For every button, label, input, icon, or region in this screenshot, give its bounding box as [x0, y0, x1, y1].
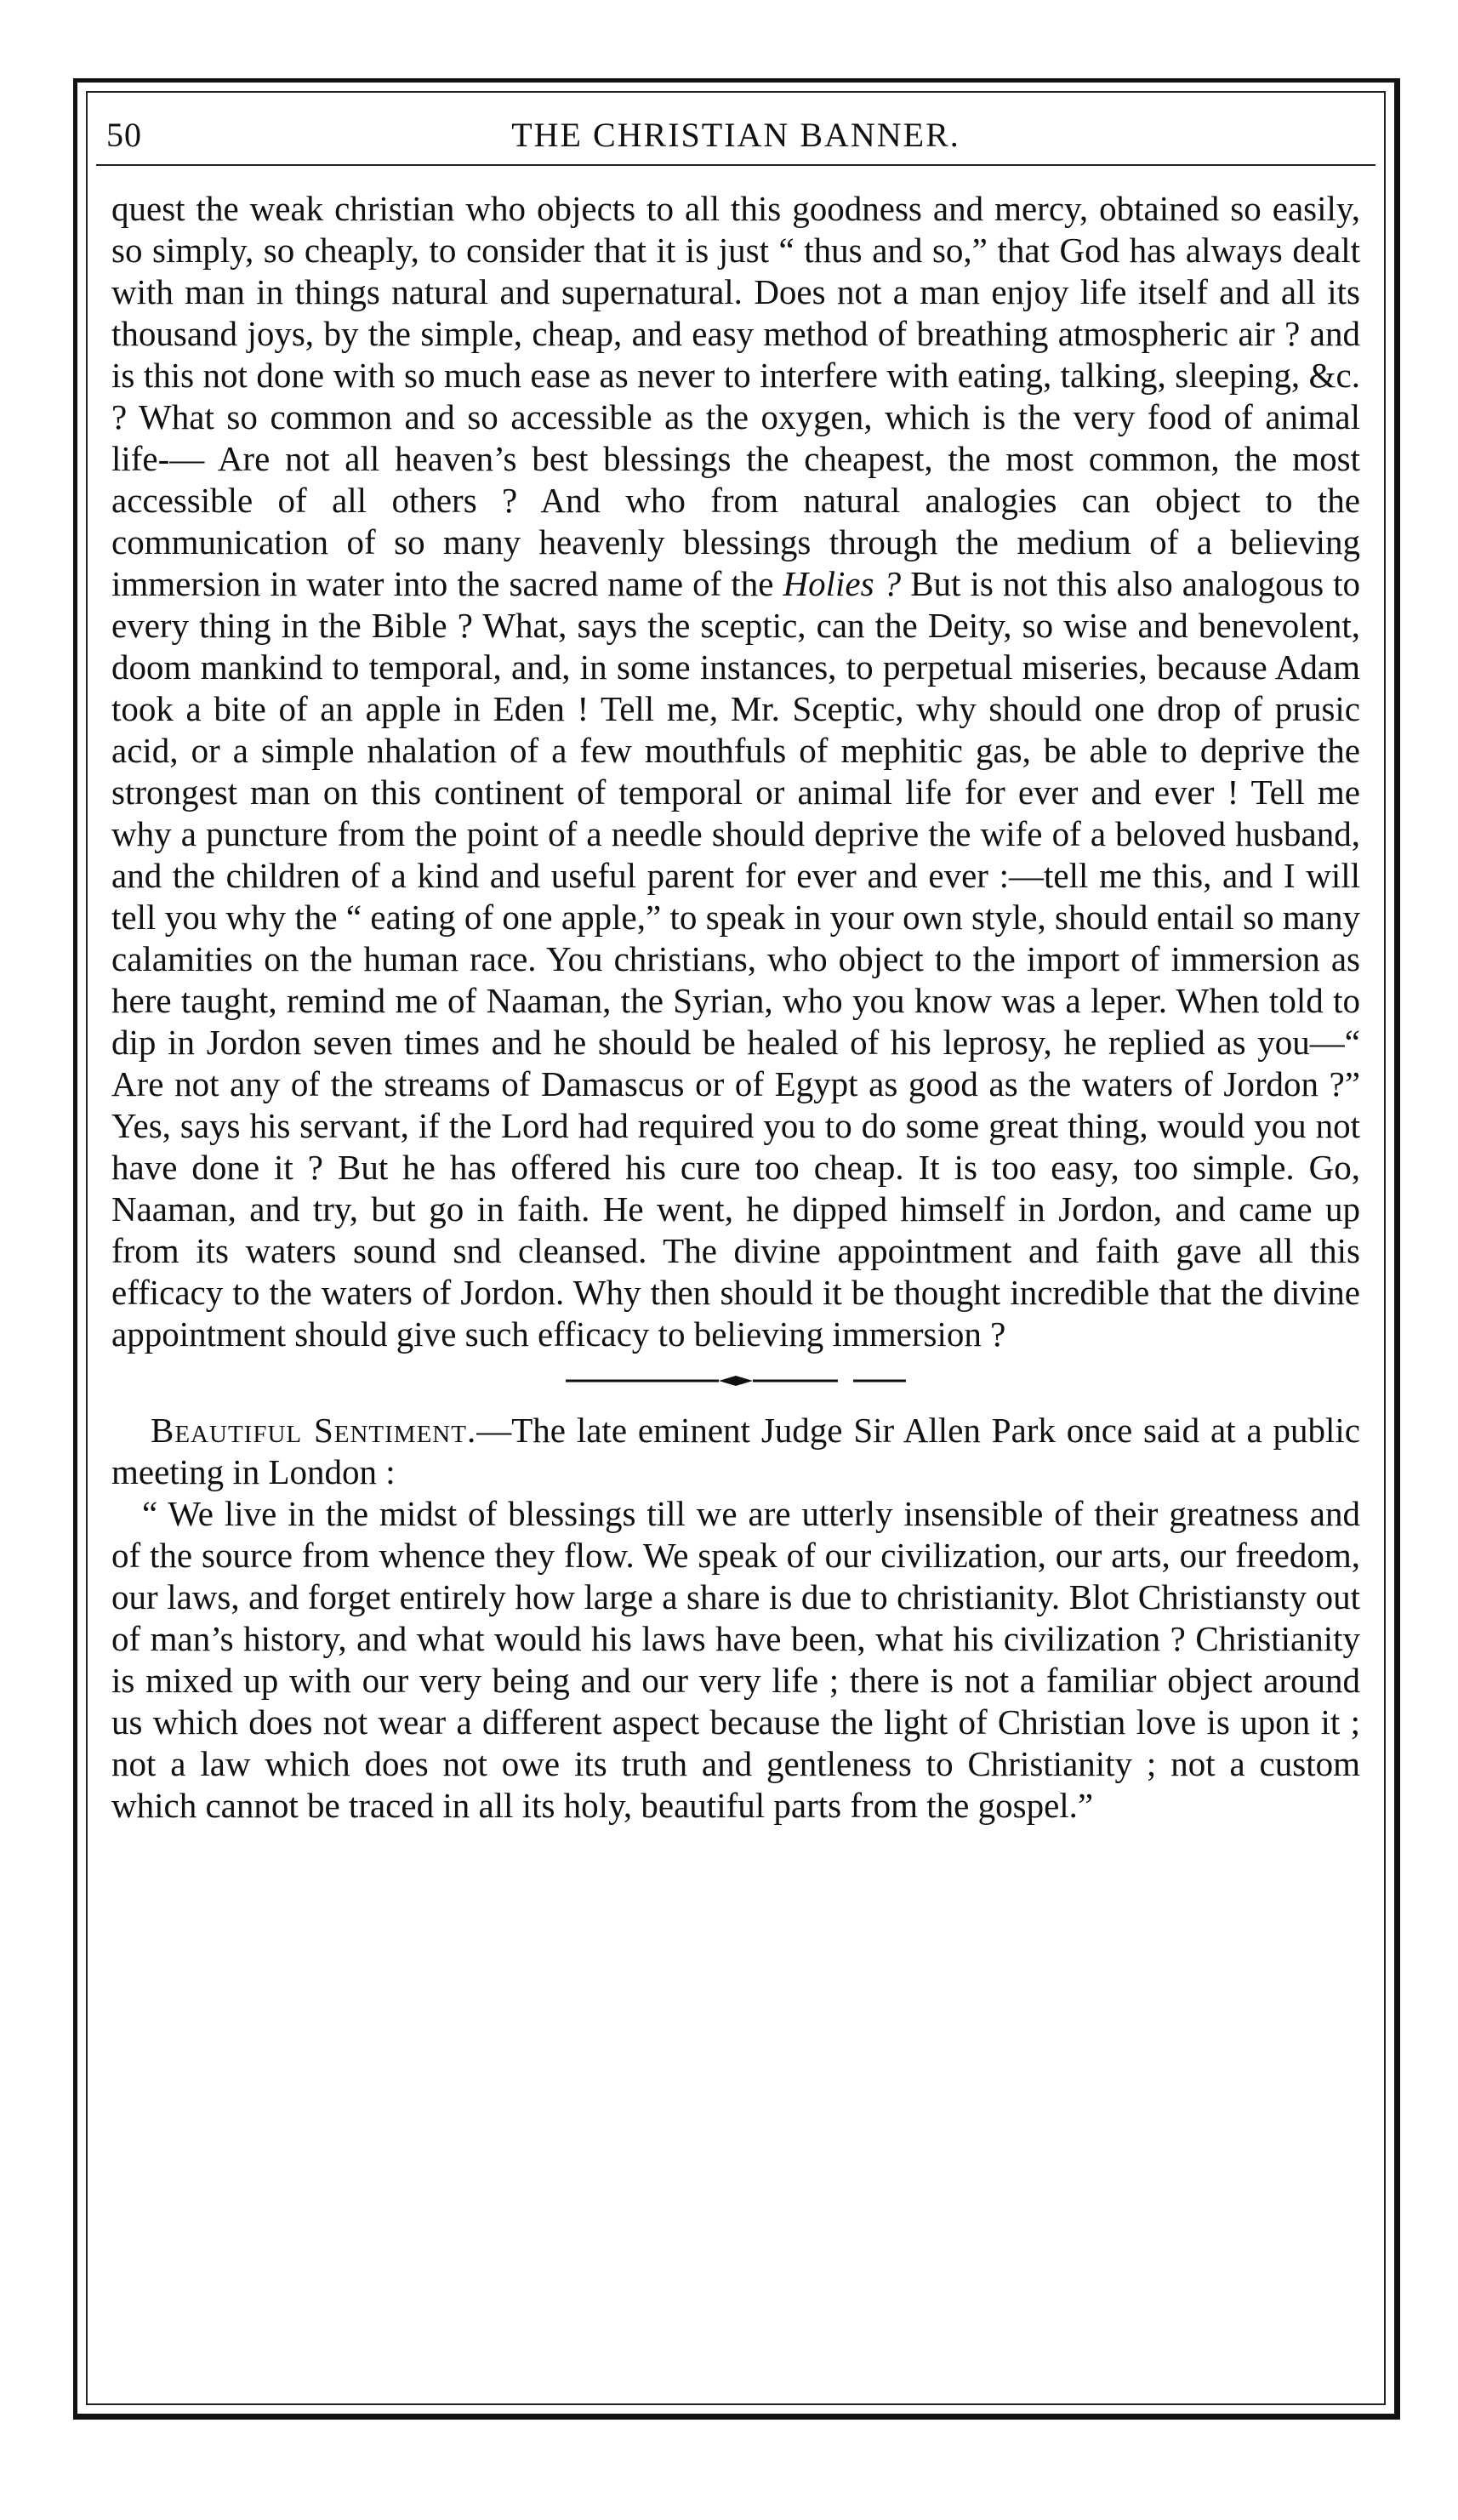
page-border — [73, 78, 1400, 2420]
sentiment-intro: —The late eminent Judge Sir Allen Park once said at a public meeting in London : — [111, 1411, 1360, 1491]
page-header — [96, 105, 1375, 166]
article-paragraph — [111, 188, 1360, 1355]
section-divider-ornament — [566, 1374, 906, 1388]
running-title: THE CHRISTIAN BANNER. — [511, 116, 960, 154]
article-text-part1: quest the weak christian who objects to all this goodness and mercy, obtained so easily, so simply, so cheaply, to consider that it is just “ thus and so,” that God has always dealt with man in things natural and supernatural. Does not a man enjoy life itself and all its thousand joys, by the simple, cheap, and easy method of breathing atmospheric air ? and is this not done with so much ease as never to interfere with eating, talking, sleeping, &c. ? What so common and so accessible as the oxygen, which is the very food of animal life-— Are not all heaven’s best blessings the cheapest, the most common, the most accessible of all others ? And who from natural analogies can object to the communication of so many heavenly blessings through the medium of a believing immersion in water into the sacred name of the — [111, 189, 1360, 603]
sentiment-quote: “ We live in the midst of blessings till we are utterly insensible of their greatness and of the source from whence they flow. We speak of our civilization, our arts, our freedom, our laws, and forget entirely how large a share is due to christianity. Blot Christiansty out of man’s history, and what would his laws have been, what his civilization ? Christianity is mixed up with our very being and our very life ; there is not a familiar object around us which does not wear a different aspect because the light of Christian love is upon it ; not a law which does not owe its truth and gentleness to Christianity ; not a custom which cannot be traced in all its holy, beautiful parts from the gospel.” — [111, 1494, 1360, 1825]
sentiment-heading: Beautiful Sentiment. — [151, 1411, 477, 1450]
page-number: 50 — [106, 116, 142, 154]
article-emphasis: Holies ? — [783, 564, 902, 603]
page-content — [111, 188, 1360, 1827]
article-text-part2: But is not this also analogous to every thing in the Bible ? What, says the sceptic, can the Deity, so wise and benevolent, doom mankind to temporal, and, in some instances, to perpetual miseries, because Adam took a bite of an apple in Eden ! Tell me, Mr. Sceptic, why should one drop of prusic acid, or a simple nhalation of a few mouthfuls of mephitic gas, be able to deprive the strongest man on this continent of temporal or animal life for ever and ever ! Tell me why a puncture from the point of a needle should deprive the wife of a beloved husband, and the children of a kind and useful parent for ever and ever :—tell me this, and I will tell you why the “ eating of one apple,” to speak in your own style, should entail so many calamities on the human race. You christians, who object to the import of immersion as here taught, remind me of Naaman, the Syrian, who you know was a leper. When told to dip in Jordon seven times and he should be healed of his leprosy, he replied as you—“ Are not any of the streams of Damascus or of Egypt as good as the waters of Jordon ?” Yes, says his servant, if the Lord had required you to do some great thing, would you not have done it ? But he has offered his cure too cheap. It is too easy, too simple. Go, Naaman, and try, but go in faith. He went, he dipped himself in Jordon, and came up from its waters sound snd cleansed. The divine appointment and faith gave all this efficacy to the waters of Jordon. Why then should it be thought incredible that the divine appointment should give such efficacy to believing immersion ? — [111, 564, 1360, 1354]
sentiment-paragraph — [111, 1410, 1360, 1493]
